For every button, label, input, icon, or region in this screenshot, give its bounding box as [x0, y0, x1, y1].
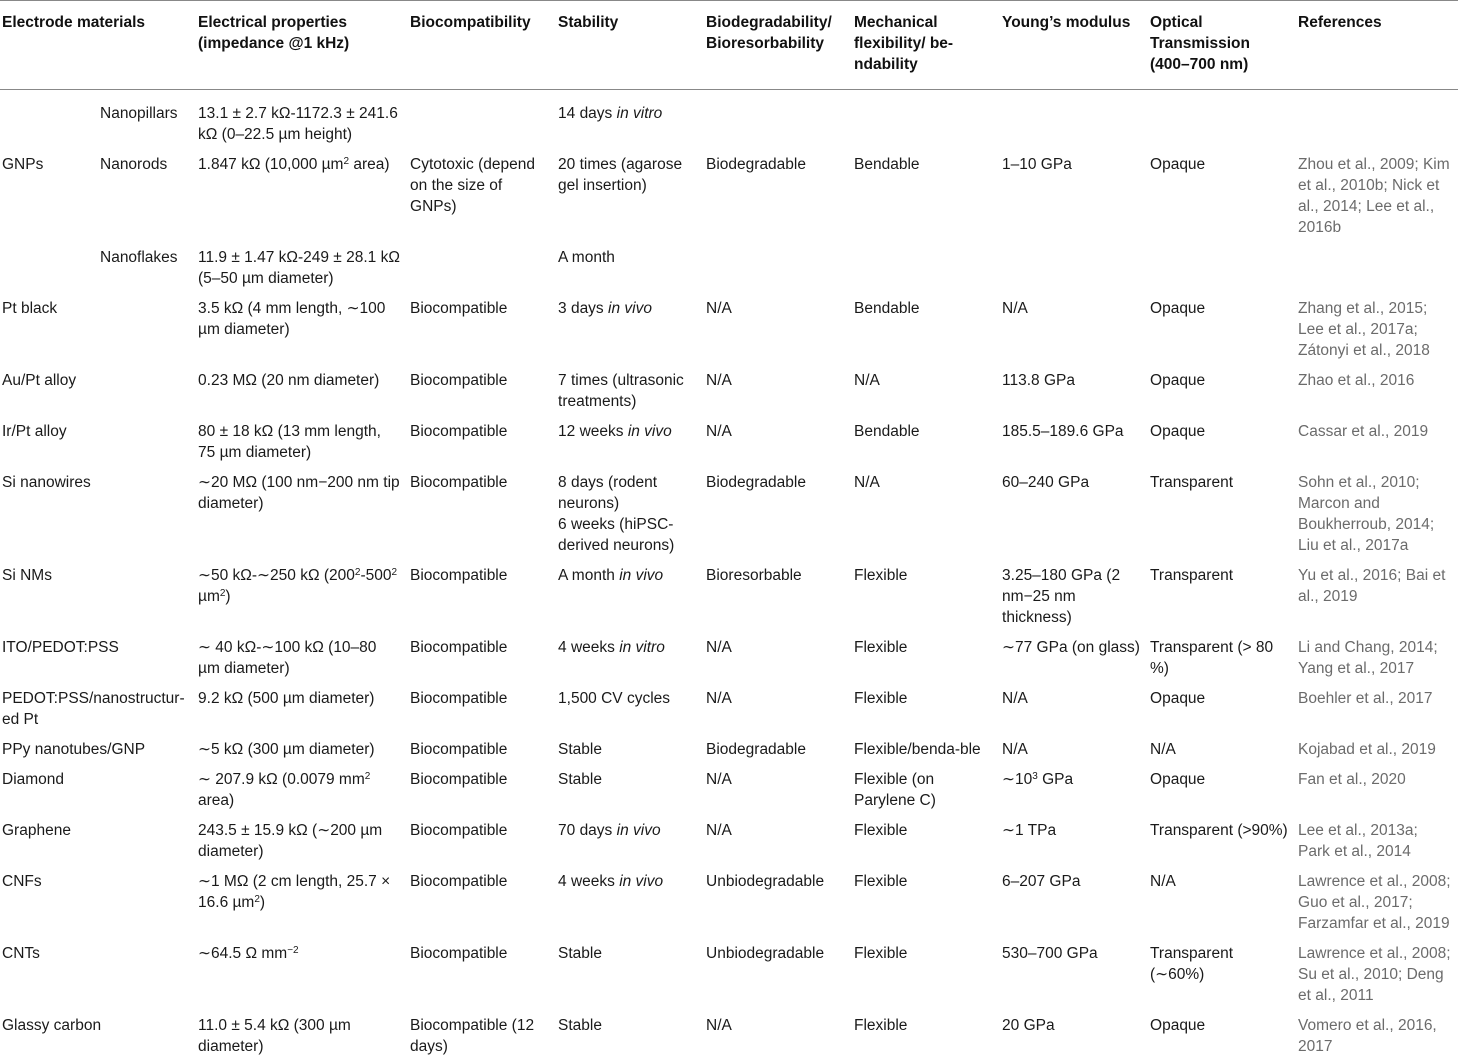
cell-material: Glassy carbon	[2, 1017, 102, 1034]
cell-biodegradability: N/A	[706, 423, 732, 440]
table-row	[0, 630, 1458, 681]
cell-stability: Stable	[558, 771, 602, 788]
cell-references: Li and Chang, 2014; Yang et al., 2017	[1298, 639, 1438, 677]
table-row	[0, 291, 1458, 363]
table-row	[0, 558, 1458, 630]
cell-optical: Transparent (> 80 %)	[1150, 639, 1274, 677]
cell-youngs-modulus: N/A	[1002, 741, 1028, 758]
cell-optical: Transparent (∼60%)	[1150, 945, 1234, 983]
cell-electrical: 1.847 kΩ (10,000 µm$^2$ area)	[198, 156, 390, 173]
cell-stability: A month in vivo	[558, 567, 664, 584]
cell-youngs-modulus: 20 GPa	[1002, 1017, 1055, 1034]
table-row	[0, 864, 1458, 936]
cell-optical: Opaque	[1150, 690, 1206, 707]
cell-biocompatibility: Biocompatible	[410, 372, 508, 389]
cell-biocompatibility: Biocompatible	[410, 639, 508, 656]
cell-references: Zhao et al., 2016	[1298, 372, 1415, 389]
gnp-subtype: Nanopillars	[100, 105, 178, 122]
cell-biocompatibility: Cytotoxic (depend on the size of GNPs)	[410, 156, 535, 215]
cell-youngs-modulus: 530–700 GPa	[1002, 945, 1098, 962]
cell-material: PEDOT:PSS/nanostructur-ed Pt	[2, 690, 185, 728]
header-electrical: Electrical properties (impedance @1 kHz)	[194, 1, 406, 90]
cell-references: Sohn et al., 2010; Marcon and Boukherroub, 2014; Liu et al., 2017a	[1298, 474, 1435, 554]
cell-biodegradability: N/A	[706, 372, 732, 389]
cell-youngs-modulus: 6–207 GPa	[1002, 873, 1081, 890]
cell-references: Fan et al., 2020	[1298, 771, 1406, 788]
cell-electrical: ∼1 MΩ (2 cm length, 25.7 × 16.6 µm$^2$)	[198, 873, 391, 911]
cell-stability: 7 times (ultrasonic treatments)	[558, 372, 684, 410]
cell-electrical: 80 ± 18 kΩ (13 mm length, 75 µm diameter)	[198, 423, 381, 461]
gnp-subtype: Nanoflakes	[100, 249, 178, 266]
cell-youngs-modulus: 3.25–180 GPa (2 nm−25 nm thickness)	[1002, 567, 1121, 626]
cell-youngs-modulus	[998, 240, 1146, 291]
table-row	[0, 732, 1458, 762]
cell-biocompatibility: Biocompatible	[410, 822, 508, 839]
cell-flexibility: Flexible	[854, 690, 908, 707]
cell-electrical: 0.23 MΩ (20 nm diameter)	[198, 372, 380, 389]
header-youngs-modulus: Young’s modulus	[998, 1, 1146, 90]
gnp-subtype: Nanorods	[100, 156, 168, 173]
cell-electrical: 3.5 kΩ (4 mm length, ∼100 µm diameter)	[198, 300, 386, 338]
cell-electrical: 11.0 ± 5.4 kΩ (300 µm diameter)	[198, 1017, 351, 1055]
cell-flexibility: Bendable	[854, 300, 920, 317]
cell-electrical: ∼ 207.9 kΩ (0.0079 $mm^2$ area)	[198, 771, 371, 809]
cell-electrical: ∼64.5 Ω $mm^{-2}$	[198, 945, 299, 962]
cell-biocompatibility: Biocompatible	[410, 690, 508, 707]
cell-optical: Opaque	[1150, 372, 1206, 389]
cell-references: Lawrence et al., 2008; Su et al., 2010; Deng et al., 2011	[1298, 945, 1451, 1004]
table-row	[0, 465, 1458, 558]
cell-optical: Transparent (>90%)	[1150, 822, 1288, 839]
cell-flexibility: Bendable	[854, 156, 920, 173]
cell-material: Pt black	[2, 300, 58, 317]
cell-flexibility: Flexible (on Parylene C)	[854, 771, 936, 809]
cell-electrical: 9.2 kΩ (500 µm diameter)	[198, 690, 375, 707]
cell-youngs-modulus: 185.5–189.6 GPa	[1002, 423, 1124, 440]
cell-optical: Transparent	[1150, 474, 1234, 491]
cell-youngs-modulus: ∼77 GPa (on glass)	[1002, 639, 1140, 656]
cell-electrical: ∼50 kΩ-∼250 kΩ ($200^2-500^2$ µm$^2$)	[198, 567, 398, 605]
header-optical: Optical Transmission (400–700 nm)	[1146, 1, 1294, 90]
cell-material: Au/Pt alloy	[2, 372, 77, 389]
cell-electrical: 243.5 ± 15.9 kΩ (∼200 µm diameter)	[198, 822, 383, 860]
cell-references: Boehler et al., 2017	[1298, 690, 1433, 707]
cell-biodegradability: Biodegradable	[706, 474, 806, 491]
cell-optical: Opaque	[1150, 423, 1206, 440]
cell-biodegradability	[702, 90, 850, 148]
cell-references: Lee et al., 2013a; Park et al., 2014	[1298, 822, 1418, 860]
cell-biocompatibility: Biocompatible	[410, 300, 508, 317]
cell-flexibility	[850, 90, 998, 148]
cell-optical: Opaque	[1150, 1017, 1206, 1034]
cell-optical: Opaque	[1150, 771, 1206, 788]
cell-references: Kojabad et al., 2019	[1298, 741, 1436, 758]
cell-flexibility: Flexible	[854, 873, 908, 890]
table-row	[0, 762, 1458, 813]
cell-references: Zhou et al., 2009; Kim et al., 2010b; Nick et al., 2014; Lee et al., 2016b	[1298, 156, 1450, 236]
cell-optical	[1146, 90, 1294, 148]
gnp-name: GNPs	[2, 156, 44, 173]
cell-biocompatibility: Biocompatible	[410, 741, 508, 758]
cell-stability: 12 weeks in vivo	[558, 423, 672, 440]
table-header-row	[0, 1, 1458, 90]
cell-youngs-modulus: $\sim 10^3$ GPa	[1002, 771, 1074, 788]
header-material: Electrode materials	[0, 1, 194, 90]
cell-flexibility: N/A	[854, 372, 880, 389]
cell-biodegradability: N/A	[706, 1017, 732, 1034]
cell-biodegradability: N/A	[706, 690, 732, 707]
cell-stability: A month	[558, 249, 615, 266]
cell-flexibility: Flexible	[854, 567, 908, 584]
cell-youngs-modulus: 1–10 GPa	[1002, 156, 1072, 173]
cell-biocompatibility: Biocompatible	[410, 945, 508, 962]
cell-flexibility: Flexible/benda-ble	[854, 741, 981, 758]
table-row	[0, 363, 1458, 414]
table-row	[0, 90, 1458, 148]
cell-biocompatibility: Biocompatible (12 days)	[410, 1017, 535, 1055]
gnp-blank	[0, 240, 96, 291]
cell-stability: 4 weeks in vitro	[558, 639, 665, 656]
cell-biodegradability: N/A	[706, 771, 732, 788]
table-row	[0, 414, 1458, 465]
cell-electrical: 13.1 ± 2.7 kΩ-1172.3 ± 241.6 kΩ (0–22.5 µm height)	[198, 105, 398, 143]
cell-material: Si NMs	[2, 567, 52, 584]
cell-electrical: ∼20 MΩ (100 nm−200 nm tip diameter)	[198, 474, 400, 512]
cell-material: PPy nanotubes/GNP	[2, 741, 146, 758]
cell-biodegradability: Unbiodegradable	[706, 873, 825, 890]
cell-optical: N/A	[1150, 873, 1176, 890]
cell-material: ITO/PEDOT:PSS	[2, 639, 119, 656]
cell-optical: Transparent	[1150, 567, 1234, 584]
table-row	[0, 147, 1458, 240]
header-flexibility: Mechanical flexibility/ be-ndability	[850, 1, 998, 90]
table-row	[0, 681, 1458, 732]
cell-biodegradability: Unbiodegradable	[706, 945, 825, 962]
cell-biodegradability: N/A	[706, 822, 732, 839]
cell-references: Zhang et al., 2015; Lee et al., 2017a; Zátonyi et al., 2018	[1298, 300, 1430, 359]
cell-stability: 70 days in vivo	[558, 822, 661, 839]
table-row	[0, 1008, 1458, 1059]
cell-references: Yu et al., 2016; Bai et al., 2019	[1298, 567, 1446, 605]
cell-biocompatibility	[406, 240, 554, 291]
header-biodegradability: Biodegradability/ Bioresorbability	[702, 1, 850, 90]
cell-flexibility: Flexible	[854, 1017, 908, 1034]
cell-stability: 4 weeks in vivo	[558, 873, 664, 890]
cell-electrical: ∼5 kΩ (300 µm diameter)	[198, 741, 375, 758]
header-stability: Stability	[554, 1, 702, 90]
cell-biodegradability: Biodegradable	[706, 741, 806, 758]
cell-biocompatibility: Biocompatible	[410, 873, 508, 890]
cell-references	[1294, 90, 1458, 148]
cell-material: Diamond	[2, 771, 65, 788]
table-row	[0, 813, 1458, 864]
cell-youngs-modulus: N/A	[1002, 300, 1028, 317]
cell-youngs-modulus: 60–240 GPa	[1002, 474, 1090, 491]
cell-electrical: 11.9 ± 1.47 kΩ-249 ± 28.1 kΩ (5–50 µm diameter)	[198, 249, 400, 287]
cell-stability: Stable	[558, 1017, 602, 1034]
cell-references	[1294, 240, 1458, 291]
cell-stability: 3 days in vivo	[558, 300, 652, 317]
cell-material: Si nanowires	[2, 474, 91, 491]
cell-biocompatibility: Biocompatible	[410, 474, 508, 491]
cell-stability: Stable	[558, 741, 602, 758]
gnp-blank	[0, 90, 96, 148]
cell-flexibility: Flexible	[854, 945, 908, 962]
cell-stability: 1,500 CV cycles	[558, 690, 671, 707]
cell-optical: Opaque	[1150, 156, 1206, 173]
cell-youngs-modulus	[998, 90, 1146, 148]
table-row	[0, 240, 1458, 291]
table-row	[0, 936, 1458, 1008]
cell-biocompatibility: Biocompatible	[410, 771, 508, 788]
header-references: References	[1294, 1, 1458, 90]
cell-youngs-modulus: N/A	[1002, 690, 1028, 707]
cell-biodegradability: N/A	[706, 639, 732, 656]
cell-biodegradability: Biodegradable	[706, 156, 806, 173]
cell-youngs-modulus: 113.8 GPa	[1002, 372, 1075, 389]
cell-stability: 14 days in vitro	[558, 105, 663, 122]
cell-material: CNFs	[2, 873, 42, 890]
cell-biodegradability: N/A	[706, 300, 732, 317]
cell-references: Cassar et al., 2019	[1298, 423, 1429, 440]
cell-biodegradability	[702, 240, 850, 291]
cell-flexibility: N/A	[854, 474, 880, 491]
cell-stability: Stable	[558, 945, 602, 962]
cell-flexibility: Bendable	[854, 423, 920, 440]
cell-youngs-modulus: ∼1 TPa	[1002, 822, 1057, 839]
cell-optical: Opaque	[1150, 300, 1206, 317]
cell-material: Graphene	[2, 822, 71, 839]
cell-biodegradability: Bioresorbable	[706, 567, 802, 584]
cell-references: Lawrence et al., 2008; Guo et al., 2017; Farzamfar et al., 2019	[1298, 873, 1451, 932]
cell-optical	[1146, 240, 1294, 291]
cell-stability: 8 days (rodent neurons) 6 weeks (hiPSC-derived neurons)	[558, 474, 675, 554]
cell-biocompatibility: Biocompatible	[410, 567, 508, 584]
cell-biocompatibility	[406, 90, 554, 148]
cell-material: CNTs	[2, 945, 40, 962]
cell-optical: N/A	[1150, 741, 1176, 758]
cell-electrical: ∼ 40 kΩ-∼100 kΩ (10–80 µm diameter)	[198, 639, 377, 677]
cell-material: Ir/Pt alloy	[2, 423, 67, 440]
cell-flexibility: Flexible	[854, 639, 908, 656]
cell-flexibility: Flexible	[854, 822, 908, 839]
cell-references: Vomero et al., 2016, 2017	[1298, 1017, 1437, 1055]
cell-biocompatibility: Biocompatible	[410, 423, 508, 440]
header-biocompatibility: Biocompatibility	[406, 1, 554, 90]
cell-stability: 20 times (agarose gel insertion)	[558, 156, 683, 194]
cell-flexibility	[850, 240, 998, 291]
